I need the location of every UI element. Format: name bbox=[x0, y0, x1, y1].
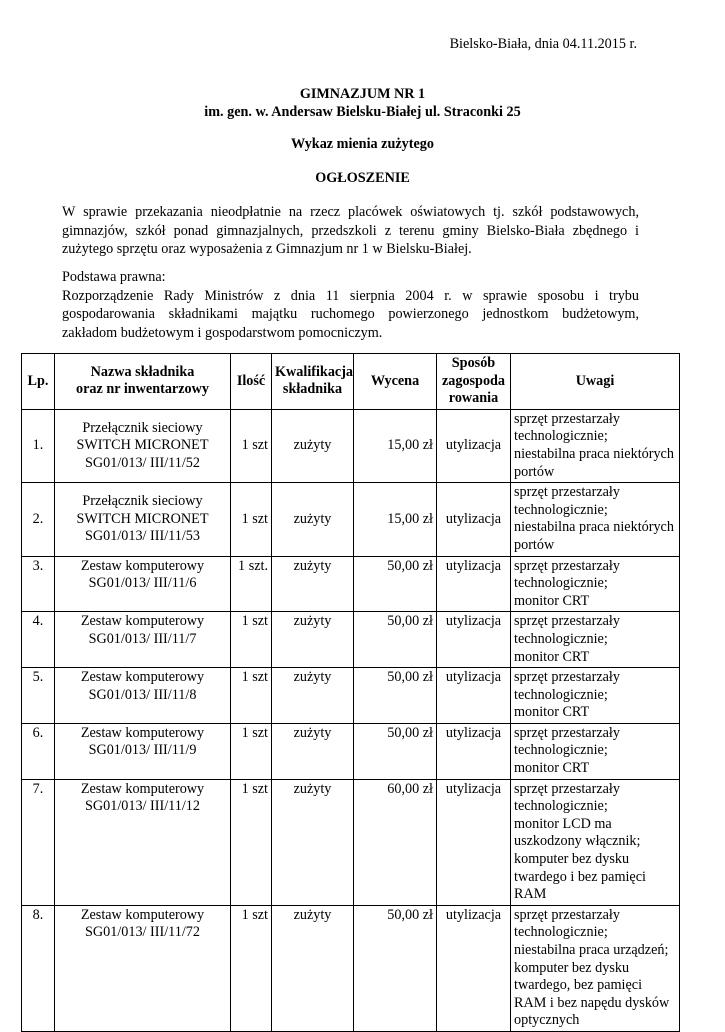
cell-qualification: zużyty bbox=[272, 668, 354, 724]
cell-name: Zestaw komputerowy SG01/013/ III/11/12 bbox=[55, 779, 231, 905]
cell-lp: 1. bbox=[22, 409, 55, 482]
cell-lp: 2. bbox=[22, 483, 55, 556]
cell-value: 50,00 zł bbox=[354, 723, 437, 779]
cell-method: utylizacja bbox=[437, 905, 511, 1031]
inventory-table bbox=[21, 353, 680, 1032]
cell-method: utylizacja bbox=[437, 779, 511, 905]
table-row bbox=[22, 723, 680, 779]
cell-name: Zestaw komputerowy SG01/013/ III/11/9 bbox=[55, 723, 231, 779]
intro-paragraph bbox=[62, 203, 639, 259]
table-row bbox=[22, 556, 680, 612]
legal-label: Podstawa prawna: bbox=[62, 269, 166, 285]
table-row bbox=[22, 612, 680, 668]
document-subtitle: Wykaz mienia zużytego bbox=[291, 136, 434, 152]
cell-notes: sprzęt przestarzały technologicznie; monitor CRT bbox=[511, 668, 680, 724]
header-qty: Ilość bbox=[231, 354, 272, 410]
cell-qty: 1 szt bbox=[231, 905, 272, 1031]
header-qualification: Kwalifikacja składnika bbox=[272, 354, 354, 410]
cell-qualification: zużyty bbox=[272, 483, 354, 556]
cell-notes: sprzęt przestarzały technologicznie; niestabilna praca urządzeń; komputer bez dysku twardego, bez pamięci RAM i bez napędu dysków optycznych bbox=[511, 905, 680, 1031]
cell-qty: 1 szt. bbox=[231, 556, 272, 612]
cell-qty: 1 szt bbox=[231, 723, 272, 779]
cell-qty: 1 szt bbox=[231, 612, 272, 668]
cell-value: 50,00 zł bbox=[354, 556, 437, 612]
cell-qty: 1 szt bbox=[231, 779, 272, 905]
school-name: GIMNAZJUM NR 1 bbox=[299, 86, 426, 102]
cell-qty: 1 szt bbox=[231, 668, 272, 724]
cell-notes: sprzęt przestarzały technologicznie; niestabilna praca niektórych portów bbox=[511, 409, 680, 482]
cell-value: 15,00 zł bbox=[354, 483, 437, 556]
intro-line: zużytego sprzętu oraz wyposażenia z Gimnazjum nr 1 w Bielsku-Białej. bbox=[62, 241, 472, 258]
cell-method: utylizacja bbox=[437, 483, 511, 556]
header-notes: Uwagi bbox=[511, 354, 680, 410]
date-line: Bielsko-Biała, dnia 04.11.2015 r. bbox=[449, 36, 637, 52]
cell-qualification: zużyty bbox=[272, 612, 354, 668]
header-lp: Lp. bbox=[22, 354, 55, 410]
cell-name: Zestaw komputerowy SG01/013/ III/11/72 bbox=[55, 905, 231, 1031]
cell-notes: sprzęt przestarzały technologicznie; monitor CRT bbox=[511, 612, 680, 668]
cell-value: 50,00 zł bbox=[354, 668, 437, 724]
cell-name: Przełącznik sieciowy SWITCH MICRONET SG01/013/ III/11/52 bbox=[55, 409, 231, 482]
cell-lp: 5. bbox=[22, 668, 55, 724]
cell-notes: sprzęt przestarzały technologicznie; monitor CRT bbox=[511, 556, 680, 612]
table-row bbox=[22, 905, 680, 1031]
table-row bbox=[22, 779, 680, 905]
cell-name: Przełącznik sieciowy SWITCH MICRONET SG01/013/ III/11/53 bbox=[55, 483, 231, 556]
cell-name: Zestaw komputerowy SG01/013/ III/11/7 bbox=[55, 612, 231, 668]
cell-lp: 6. bbox=[22, 723, 55, 779]
intro-line: W sprawie przekazania nieodpłatnie na rzecz placówek oświatowych tj. szkół podstawowych, bbox=[62, 204, 639, 220]
cell-notes: sprzęt przestarzały technologicznie; niestabilna praca niektórych portów bbox=[511, 483, 680, 556]
cell-method: utylizacja bbox=[437, 612, 511, 668]
cell-qualification: zużyty bbox=[272, 723, 354, 779]
cell-notes: sprzęt przestarzały technologicznie; monitor CRT bbox=[511, 723, 680, 779]
cell-qualification: zużyty bbox=[272, 409, 354, 482]
table-row bbox=[22, 668, 680, 724]
cell-method: utylizacja bbox=[437, 409, 511, 482]
legal-basis bbox=[62, 268, 639, 342]
cell-qty: 1 szt bbox=[231, 483, 272, 556]
cell-lp: 8. bbox=[22, 905, 55, 1031]
cell-name: Zestaw komputerowy SG01/013/ III/11/6 bbox=[55, 556, 231, 612]
cell-method: utylizacja bbox=[437, 556, 511, 612]
cell-value: 60,00 zł bbox=[354, 779, 437, 905]
cell-value: 15,00 zł bbox=[354, 409, 437, 482]
table-row bbox=[22, 483, 680, 556]
legal-line: gospodarowania składnikami majątku ruchomego powierzonego jednostkom budżetowym, bbox=[62, 306, 639, 323]
legal-line: zakładom budżetowym i gospodarstwom pomocniczym. bbox=[62, 324, 383, 341]
legal-line: Rozporządzenie Rady Ministrów z dnia 11 sierpnia 2004 r. w sprawie sposobu i trybu bbox=[62, 287, 639, 304]
document-heading: OGŁOSZENIE bbox=[315, 170, 410, 186]
intro-line: gimnazjów, szkół ponad gimnazjalnych, przedszkoli z terenu gminy Bielsko-Biała zbędnego i bbox=[62, 222, 639, 239]
cell-lp: 7. bbox=[22, 779, 55, 905]
cell-name: Zestaw komputerowy SG01/013/ III/11/8 bbox=[55, 668, 231, 724]
header-name: Nazwa składnika oraz nr inwentarzowy bbox=[55, 354, 231, 410]
table-header-row bbox=[22, 354, 680, 410]
school-address: im. gen. w. Andersaw Bielsku-Białej ul. Straconki 25 bbox=[204, 104, 521, 120]
cell-method: utylizacja bbox=[437, 723, 511, 779]
cell-method: utylizacja bbox=[437, 668, 511, 724]
cell-qualification: zużyty bbox=[272, 779, 354, 905]
header-value: Wycena bbox=[354, 354, 437, 410]
cell-qualification: zużyty bbox=[272, 556, 354, 612]
cell-value: 50,00 zł bbox=[354, 905, 437, 1031]
cell-qty: 1 szt bbox=[231, 409, 272, 482]
cell-lp: 4. bbox=[22, 612, 55, 668]
table-row bbox=[22, 409, 680, 482]
header-method: Sposób zagospoda rowania bbox=[437, 354, 511, 410]
cell-value: 50,00 zł bbox=[354, 612, 437, 668]
cell-lp: 3. bbox=[22, 556, 55, 612]
cell-qualification: zużyty bbox=[272, 905, 354, 1031]
cell-notes: sprzęt przestarzały technologicznie; monitor LCD ma uszkodzony włącznik; komputer bez dysku twardego i bez pamięci RAM bbox=[511, 779, 680, 905]
